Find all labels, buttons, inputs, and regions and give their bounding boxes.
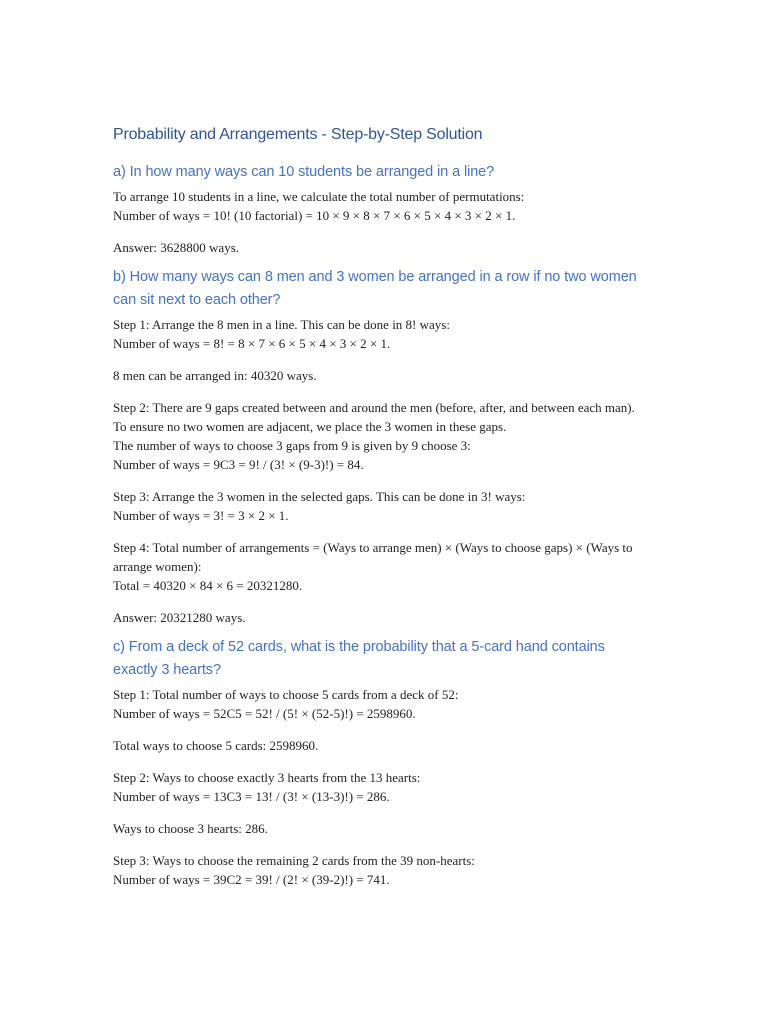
question-c-step3-formula: Number of ways = 39C2 = 39! / (2! × (39-2)!) = 741. (113, 872, 390, 887)
question-c-heading: c) From a deck of 52 cards, what is the probability that a 5-card hand contains exactly 3 hearts? (113, 639, 605, 678)
question-b-heading: b) How many ways can 8 men and 3 women be arranged in a row if no two women can sit next to each other? (113, 269, 637, 308)
question-c-step1-text: Step 1: Total number of ways to choose 5 cards from a deck of 52: (113, 687, 459, 702)
question-b-step4-text: Step 4: Total number of arrangements = (Ways to arrange men) × (Ways to choose gaps) × (Ways to arrange women): (113, 540, 633, 574)
question-a-answer: Answer: 3628800 ways. (113, 240, 240, 255)
question-a-heading: a) In how many ways can 10 students be arranged in a line? (113, 164, 495, 180)
question-c-step1-formula: Number of ways = 52C5 = 52! / (5! × (52-5)!) = 2598960. (113, 706, 416, 721)
question-b-step2-formula: Number of ways = 9C3 = 9! / (3! × (9-3)!) = 84. (113, 457, 364, 472)
question-c-total-result: Total ways to choose 5 cards: 2598960. (113, 738, 319, 753)
question-c-hearts-result: Ways to choose 3 hearts: 286. (113, 821, 268, 836)
question-b-step2-choose: The number of ways to choose 3 gaps from 9 is given by 9 choose 3: (113, 438, 471, 453)
question-b-step2-adjacent: To ensure no two women are adjacent, we place the 3 women in these gaps. (113, 419, 507, 434)
question-b-step1-formula: Number of ways = 8! = 8 × 7 × 6 × 5 × 4 × 3 × 2 × 1. (113, 336, 391, 351)
question-b-answer: Answer: 20321280 ways. (113, 610, 246, 625)
document-page (113, 124, 653, 889)
question-b-men-result: 8 men can be arranged in: 40320 ways. (113, 368, 317, 383)
question-a-intro: To arrange 10 students in a line, we calculate the total number of permutations: (113, 189, 525, 204)
question-b-step1-text: Step 1: Arrange the 8 men in a line. This can be done in 8! ways: (113, 317, 450, 332)
question-b-step3-formula: Number of ways = 3! = 3 × 2 × 1. (113, 508, 289, 523)
question-b-step2-text: Step 2: There are 9 gaps created between and around the men (before, after, and between each man). (113, 400, 635, 415)
question-a-formula: Number of ways = 10! (10 factorial) = 10 × 9 × 8 × 7 × 6 × 5 × 4 × 3 × 2 × 1. (113, 208, 516, 223)
question-c-step2-formula: Number of ways = 13C3 = 13! / (3! × (13-3)!) = 286. (113, 789, 390, 804)
document-title: Probability and Arrangements - Step-by-Step Solution (113, 126, 483, 143)
question-b-step3-text: Step 3: Arrange the 3 women in the selected gaps. This can be done in 3! ways: (113, 489, 526, 504)
question-b-step4-formula: Total = 40320 × 84 × 6 = 20321280. (113, 578, 303, 593)
question-c-step3-text: Step 3: Ways to choose the remaining 2 cards from the 39 non-hearts: (113, 853, 475, 868)
question-c-step2-text: Step 2: Ways to choose exactly 3 hearts from the 13 hearts: (113, 770, 421, 785)
